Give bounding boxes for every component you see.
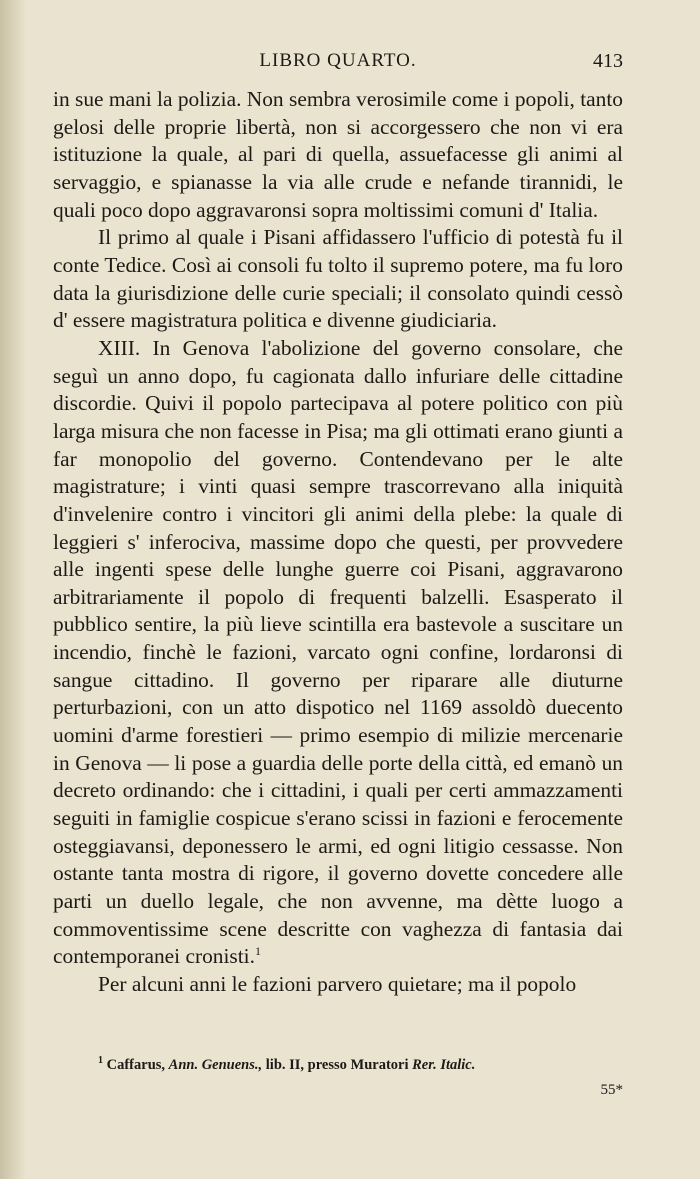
running-head [53,48,623,84]
footnote-work: Ann. Genuens., [168,1057,263,1073]
footnote-mark: 1 [98,1056,103,1067]
paragraph-2-text: Il primo al quale i Pisani affidassero l'ufficio di potestà fu il conte Tedice. Così ai consoli fu tolto il supremo potere, ma fu loro data la giurisdizione delle curie speciali; il consolato quindi cessò d' essere magistratura politica e divenne giudiciaria. [53,225,623,333]
body-text [53,86,623,999]
paragraph-3-text: XIII. In Genova l'abolizione del governo consolare, che seguì un anno dopo, fu cagionata dallo infuriare delle cittadine discordie. Quivi il popolo partecipava al potere politico con più larga misura che non facesse in Pisa; ma gli ottimati erano giunti a far monopolio del governo. Contendevano per le alte magistrature; i vinti quasi sempre trascorrevano alla iniquità d'invelenire contro i vincitori gli animi della plebe: la quale di leggieri s' inferociva, massime dopo che questi, per provvedere alle ingenti spese delle lunghe guerre coi Pisani, aggravarono arbitrariamente il popolo di frequenti balzelli. Esasperato il pubblico sentire, la più lieve scintilla era bastevole a suscitare un incendio, finchè le fazioni, varcato ogni confine, lordaronsi di sangue cittadino. Il governo per riparare alle diuturne perturbazioni, con un atto dispotico nel 1169 assoldò duecento uomini d'arme forestieri — primo esempio di milizie mercenarie in Genova — li pose a guardia delle porte della città, ed emanò un decreto ordinando: che i cittadini, i quali per certi ammazzamenti seguiti in famiglie cospicue s'erano scissi in fazioni e ferocemente osteggiavansi, deponessero le armi, ed ogni litigio cessasse. Non ostante tanta mostra di rigore, il governo dovette concedere alle parti un duello legale, che non avvenne, ma dètte luogo a commoventissime scene descritte con vaghezza di fantasia dai contemporanei cronisti. [53,335,623,969]
page-gutter-shadow [0,0,26,1179]
paragraph-1 [53,86,623,224]
footnote-middle: lib. II, presso Muratori [265,1057,409,1073]
footnote-series: Rer. Italic. [412,1057,476,1073]
paragraph-3 [53,335,623,971]
paragraph-2 [53,224,623,335]
page-number: 413 [593,50,623,72]
book-page [53,48,623,1098]
paragraph-4-text: Per alcuni anni le fazioni parvero quietare; ma il popolo [98,972,577,996]
footnote-author: Caffarus, [106,1057,166,1073]
footnote-reference[interactable]: 1 [254,944,261,959]
paragraph-4 [53,971,623,999]
running-title: LIBRO QUARTO. [259,50,417,71]
paragraph-1-text: in sue mani la polizia. Non sembra verosimile come i popoli, tanto gelosi delle proprie libertà, non si accorgessero che non vi era istituzione la quale, al pari di quella, assuefacesse gli animi al servaggio, e spianasse la via alle crude e nefande tirannidi, le quali poco dopo aggravaronsi sopra moltissimi comuni d' Italia. [53,87,623,222]
signature-mark: 55* [600,1082,623,1098]
footnote [53,1056,623,1074]
